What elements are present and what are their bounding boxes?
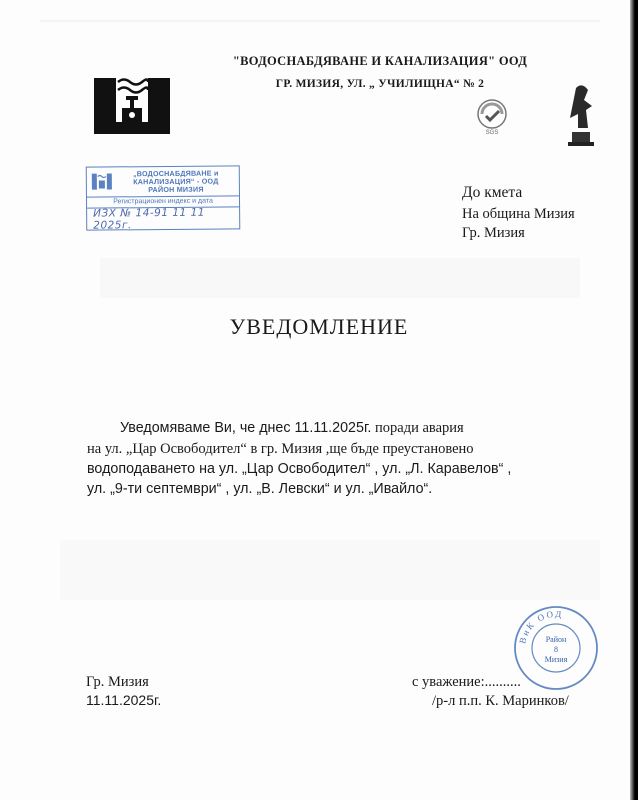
round-stamp-ring-text: ВиК ООД (517, 608, 564, 645)
company-address: ГР. МИЗИЯ, УЛ. „ УЧИЛИЩНА“ № 2 (275, 78, 485, 90)
company-name: "ВОДОСНАБДЯВАНЕ И КАНАЛИЗАЦИЯ" ООД (232, 54, 528, 68)
body-text: поради авария (371, 420, 464, 436)
stamp-index-label: Регистрационен индекс и дата (113, 197, 213, 206)
document-title: УВЕДОМЛЕНИЕ (229, 314, 409, 339)
round-stamp-center-1: Район (545, 635, 567, 644)
sgs-certification-icon (472, 96, 512, 136)
stamp-line-3: РАЙОН МИЗИЯ (148, 184, 204, 195)
body-line-2 (87, 441, 474, 458)
sgs-label: SGS (485, 130, 499, 136)
body-line-1 (120, 420, 464, 437)
stamp-handwritten-number: ИЗХ № 14-91 11 11 2025г. (93, 206, 205, 232)
round-stamp-center-3: Мизия (544, 655, 568, 664)
footer-greeting: с уважение:.......... (412, 674, 521, 690)
body-line-3 (87, 461, 511, 477)
body-date: 11.11.2025г. (294, 420, 372, 436)
body-text: ул. „9-ти септември“ , ул. „В. Левски“ и ул. „Ивайло“. (87, 481, 433, 497)
footer-date: 11.11.2025г. (86, 692, 162, 708)
scan-edge (630, 0, 638, 800)
registration-stamp (86, 165, 241, 230)
stamp-logo-icon (91, 171, 113, 191)
body-text: водоподаването на ул. „Цар Освободител“ , ул. „Л. Каравелов“ , (87, 461, 512, 477)
body-text: Уведомяваме Ви, че днес (120, 420, 295, 436)
stamp-line-1: „ВОДОСНАБДЯВАНЕ и (132, 168, 219, 179)
addressee-line-2: На община Мизия (462, 206, 575, 222)
emblem-figure-icon (562, 82, 598, 148)
body-text: на ул. „Цар Освободител“ в гр. Мизия ,ще бъде преустановено (87, 441, 474, 457)
scan-artifact (100, 258, 580, 298)
addressee-line-1: До кмета (462, 184, 523, 201)
scan-artifact (40, 20, 600, 22)
body-line-4 (87, 481, 432, 497)
scan-artifact (60, 540, 600, 600)
footer-signatory: /р-л п.п. К. Маринков/ (432, 693, 569, 709)
stamp-line-2: КАНАЛИЗАЦИЯ“ - ООД (133, 176, 219, 187)
round-company-stamp (512, 604, 600, 692)
footer-town: Гр. Мизия (86, 674, 149, 690)
round-stamp-center-2: 8 (554, 645, 558, 654)
addressee-line-3: Гр. Мизия (462, 225, 525, 241)
